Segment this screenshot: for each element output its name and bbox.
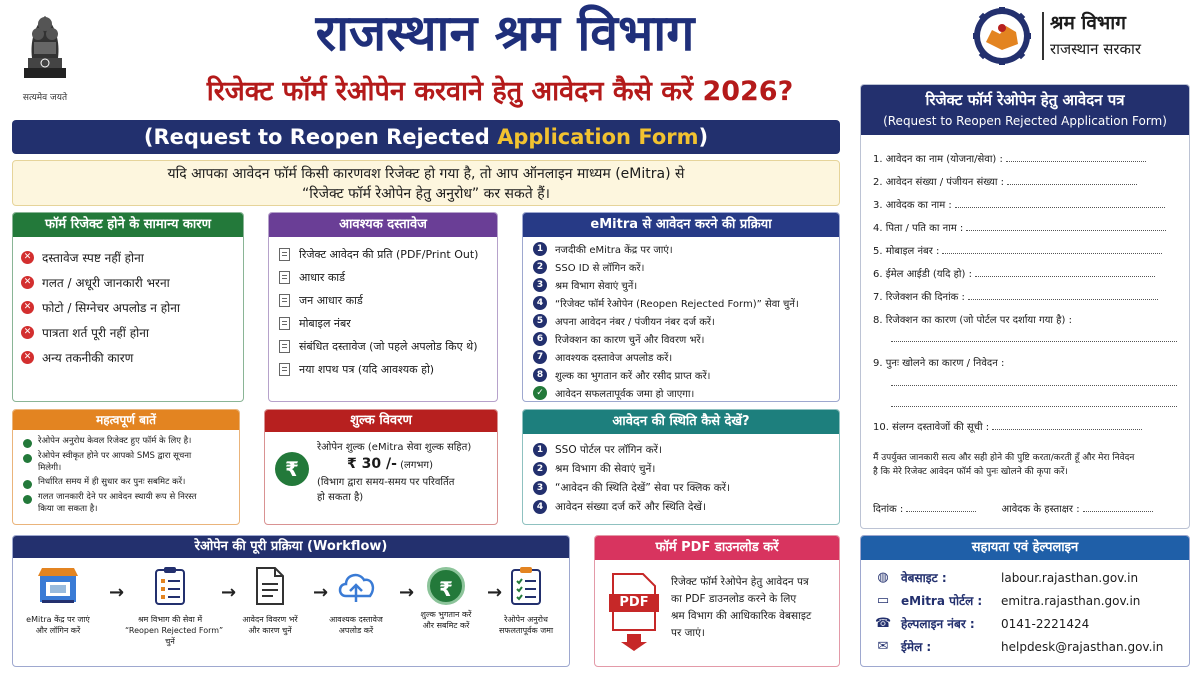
list-item: 3 श्रम विभाग सेवाएं चुनें। xyxy=(533,276,833,294)
pdf-text-line: पर जाएं। xyxy=(671,627,705,639)
list-item: गलत जानकारी देने पर आवेदन स्थायी रूप से निरस्त किया जा सकता है। xyxy=(23,492,237,515)
document-icon xyxy=(279,294,290,307)
pdf-download-icon[interactable] xyxy=(609,572,659,652)
emitra-process-box xyxy=(522,212,840,402)
workflow-step: eMitra केंद्र पर जाएं और लॉगिन करें xyxy=(13,566,103,636)
check-icon: ✓ xyxy=(533,386,547,400)
reasons-title: फॉर्म रिजेक्ट होने के सामान्य कारण xyxy=(13,213,243,237)
list-item: 1 SSO पोर्टल पर लॉगिन करें। xyxy=(533,440,833,459)
list-item: जन आधार कार्ड xyxy=(279,289,491,312)
main-title: राजस्थान श्रम विभाग xyxy=(315,4,695,62)
form-field[interactable]: 1. आवेदन का नाम (योजना/सेवा) : xyxy=(873,153,1181,167)
list-item: 2 SSO ID से लॉगिन करें। xyxy=(533,258,833,276)
form-title: रिजेक्ट फॉर्म रेओपेन हेतु आवेदन पत्र xyxy=(925,91,1125,109)
reasons-box xyxy=(12,212,244,402)
fee-box xyxy=(264,409,498,525)
help-email-row[interactable]: ✉ ईमेल : helpdesk@rajasthan.gov.in xyxy=(875,638,1175,655)
step-number-badge: 4 xyxy=(533,500,547,514)
cross-icon: ✕ xyxy=(21,276,34,289)
english-banner xyxy=(12,120,840,154)
list-item: 2 श्रम विभाग की सेवाएं चुनें। xyxy=(533,459,833,478)
date-label: दिनांक : xyxy=(873,504,904,515)
intro-line-1: यदि आपका आवेदन फॉर्म किसी कारणवश रिजेक्ट हो गया है, तो आप ऑनलाइन माध्यम (eMitra) से xyxy=(167,166,685,182)
step-number-badge: 4 xyxy=(533,296,547,310)
documents-box xyxy=(268,212,498,402)
step-number-badge: 2 xyxy=(533,260,547,274)
emitra-shop-icon xyxy=(36,566,80,606)
english-banner-highlight: Application Form xyxy=(497,125,699,149)
workflow-step: ₹ शुल्क भुगतान करें और सबमिट करें xyxy=(401,566,491,631)
pdf-text-line: रिजेक्ट फॉर्म रेओपेन हेतु आवेदन पत्र xyxy=(671,576,809,588)
checklist-icon xyxy=(152,566,188,606)
fee-approx: (लगभग) xyxy=(400,460,433,471)
phone-icon: ☎ xyxy=(875,615,892,631)
pdf-text-line: का PDF डाउनलोड करने के लिए xyxy=(671,593,797,605)
application-form xyxy=(860,84,1190,529)
intro-line-2: “रिजेक्ट फॉर्म रेओपेन हेतु अनुरोध” कर सकते हैं। xyxy=(302,186,550,202)
help-emitra-link[interactable]: emitra.rajasthan.gov.in xyxy=(1001,593,1141,608)
arrow-right-icon: → xyxy=(313,582,329,603)
arrow-right-icon: → xyxy=(399,582,415,603)
document-icon xyxy=(279,340,290,353)
document-icon xyxy=(279,317,290,330)
step-number-badge: 2 xyxy=(533,462,547,476)
list-item: निर्धारित समय में ही सुधार कर पुनः सबमिट करें। xyxy=(23,477,237,489)
pdf-text-line: श्रम विभाग की आधिकारिक वेबसाइट xyxy=(671,610,812,622)
status-title: आवेदन की स्थिति कैसे देखें? xyxy=(523,410,839,434)
help-emitra-row[interactable]: ▭ eMitra पोर्टल : emitra.rajasthan.gov.in xyxy=(876,592,1141,608)
dept-govt: राजस्थान सरकार xyxy=(1050,40,1142,58)
sub-title: रिजेक्ट फॉर्म रेओपेन करवाने हेतु आवेदन कैसे करें 2026? xyxy=(206,76,794,107)
workflow-step: आवेदन विवरण भरें और कारण चुनें xyxy=(225,566,315,636)
step-number-badge: 1 xyxy=(533,443,547,457)
help-phone-row[interactable]: ☎ हेल्पलाइन नंबर : 0141-2221424 xyxy=(875,615,1090,631)
form-field[interactable]: 6. ईमेल आईडी (यदि हो) : xyxy=(873,268,1181,282)
list-item: आधार कार्ड xyxy=(279,266,491,289)
help-website-link[interactable]: labour.rajasthan.gov.in xyxy=(1001,570,1139,585)
dept-name: श्रम विभाग xyxy=(1050,12,1126,34)
date-field[interactable] xyxy=(906,503,976,512)
step-number-badge: 6 xyxy=(533,332,547,346)
workflow-box xyxy=(12,535,570,667)
form-footer xyxy=(873,503,1181,517)
header-divider xyxy=(1042,12,1044,60)
step-number-badge: 5 xyxy=(533,314,547,328)
form-field[interactable]: 7. रिजेक्शन की दिनांक : xyxy=(873,291,1181,305)
list-item: मोबाइल नंबर xyxy=(279,312,491,335)
status-box xyxy=(522,409,840,525)
pdf-title: फॉर्म PDF डाउनलोड करें xyxy=(595,536,839,560)
intro-box xyxy=(12,160,840,206)
list-item: 7 आवश्यक दस्तावेज अपलोड करें। xyxy=(533,348,833,366)
documents-title: आवश्यक दस्तावेज xyxy=(269,213,497,237)
labour-department-logo-icon xyxy=(972,6,1032,66)
arrow-right-icon: → xyxy=(487,582,503,603)
list-item: संबंधित दस्तावेज (जो पहले अपलोड किए थे) xyxy=(279,335,491,358)
help-title: सहायता एवं हेल्पलाइन xyxy=(861,536,1189,560)
form-declaration: मैं उपर्युक्त जानकारी सत्य और सही होने की पुष्टि करता/करती हूँ और मेरा निवेदन है कि मेरे रिजेक्ट आवेदन फॉर्म को पुनः खोलने की कृपा करें। xyxy=(873,453,1135,477)
cross-icon: ✕ xyxy=(21,351,34,364)
list-item: 5 अपना आवेदन नंबर / पंजीयन नंबर दर्ज करें। xyxy=(533,312,833,330)
cross-icon: ✕ xyxy=(21,301,34,314)
list-item: ✓ आवेदन सफलतापूर्वक जमा हो जाएगा। xyxy=(533,384,833,402)
step-number-badge: 7 xyxy=(533,350,547,364)
list-item: 3 “आवेदन की स्थिति देखें” सेवा पर क्लिक करें। xyxy=(533,478,833,497)
form-field[interactable]: 5. मोबाइल नंबर : xyxy=(873,245,1181,259)
workflow-step: श्रम विभाग की सेवा में “Reopen Rejected Form” चुनें xyxy=(125,566,215,647)
list-item: रेओपेन स्वीकृत होने पर आपको SMS द्वारा सूचना मिलेगी। xyxy=(23,451,237,474)
cross-icon: ✕ xyxy=(21,251,34,264)
form-document-icon xyxy=(253,566,287,606)
list-item: रिजेक्ट आवेदन की प्रति (PDF/Print Out) xyxy=(279,243,491,266)
fee-title: शुल्क विवरण xyxy=(265,410,497,432)
fee-note-1: (विभाग द्वारा समय-समय पर परिवर्तित xyxy=(317,477,455,488)
bullet-check-icon xyxy=(23,480,32,489)
list-item: नया शपथ पत्र (यदि आवश्यक हो) xyxy=(279,358,491,381)
bullet-check-icon xyxy=(23,495,32,504)
document-icon xyxy=(279,248,290,261)
form-field[interactable]: 4. पिता / पति का नाम : xyxy=(873,222,1181,236)
list-item: ✕ फोटो / सिग्नेचर अपलोड न होना xyxy=(21,295,237,320)
fee-note-2: हो सकता है) xyxy=(317,492,364,503)
list-item: 6 रिजेक्शन का कारण चुनें और विवरण भरें। xyxy=(533,330,833,348)
arrow-right-icon: → xyxy=(221,582,237,603)
arrow-right-icon: → xyxy=(109,582,125,603)
completed-checklist-icon xyxy=(508,566,544,606)
step-number-badge: 1 xyxy=(533,242,547,256)
form-field[interactable]: 10. संलग्न दस्तावेजों की सूची : xyxy=(873,421,1181,435)
workflow-step: आवश्यक दस्तावेज अपलोड करें xyxy=(311,566,401,636)
globe-icon: ◍ xyxy=(877,569,889,585)
form-blank-line[interactable] xyxy=(891,341,1177,342)
english-banner-pre: (Request to Reopen Rejected xyxy=(143,125,498,149)
form-field[interactable]: 9. पुनः खोलने का कारण / निवेदन : xyxy=(873,358,1005,369)
signature-label: आवेदक के हस्ताक्षर : xyxy=(1001,504,1080,515)
form-field[interactable]: 8. रिजेक्शन का कारण (जो पोर्टल पर दर्शाया गया है) : xyxy=(873,315,1072,326)
workflow-title: रेओपेन की पूरी प्रक्रिया (Workflow) xyxy=(13,536,569,558)
cross-icon: ✕ xyxy=(21,326,34,339)
important-box xyxy=(12,409,240,525)
list-item: 8 शुल्क का भुगतान करें और रसीद प्राप्त करें। xyxy=(533,366,833,384)
list-item: ✕ अन्य तकनीकी कारण xyxy=(21,345,237,370)
list-item: रेओपेन अनुरोध केवल रिजेक्ट हुए फॉर्म के लिए है। xyxy=(23,436,237,448)
document-icon xyxy=(279,363,290,376)
form-blank-line[interactable] xyxy=(891,385,1177,386)
list-item: 4 “रिजेक्ट फॉर्म रेओपेन (Reopen Rejected Form)” सेवा चुनें। xyxy=(533,294,833,312)
list-item: ✕ पात्रता शर्त पूरी नहीं होना xyxy=(21,320,237,345)
english-banner-post: ) xyxy=(698,125,709,149)
step-number-badge: 3 xyxy=(533,481,547,495)
mail-icon: ✉ xyxy=(877,638,889,654)
form-field[interactable]: 2. आवेदन संख्या / पंजीयन संख्या : xyxy=(873,176,1181,190)
step-number-badge: 3 xyxy=(533,278,547,292)
step-number-badge: 8 xyxy=(533,368,547,382)
help-phone-link[interactable]: 0141-2221424 xyxy=(1001,616,1090,631)
help-email-link[interactable]: helpdesk@rajasthan.gov.in xyxy=(1001,639,1164,654)
rupee-coin-icon: ₹ xyxy=(427,567,465,605)
document-icon xyxy=(279,271,290,284)
help-website-row[interactable]: ◍ वेबसाइट : labour.rajasthan.gov.in xyxy=(875,569,1175,586)
cloud-upload-icon xyxy=(334,566,378,606)
form-blank-line[interactable] xyxy=(891,406,1177,407)
list-item: 1 नजदीकी eMitra केंद्र पर जाएं। xyxy=(533,240,833,258)
form-header xyxy=(861,85,1189,135)
emblem-motto: सत्यमेव जयते xyxy=(22,93,68,103)
bullet-check-icon xyxy=(23,454,32,463)
bullet-check-icon xyxy=(23,439,32,448)
pdf-badge-label: PDF xyxy=(619,595,649,610)
signature-field[interactable] xyxy=(1083,503,1153,512)
list-item: ✕ गलत / अधूरी जानकारी भरना xyxy=(21,270,237,295)
national-emblem xyxy=(12,6,78,106)
important-title: महत्वपूर्ण बातें xyxy=(13,410,239,430)
list-item: 4 आवेदन संख्या दर्ज करें और स्थिति देखें। xyxy=(533,497,833,516)
fee-amount: ₹ 30 /- xyxy=(347,456,397,472)
help-box xyxy=(860,535,1190,667)
form-field[interactable]: 3. आवेदक का नाम : xyxy=(873,199,1181,213)
emitra-process-title: eMitra से आवेदन करने की प्रक्रिया xyxy=(523,213,839,237)
form-subtitle: (Request to Reopen Rejected Application Form) xyxy=(883,114,1167,128)
pdf-download-box[interactable] xyxy=(594,535,840,667)
computer-icon: ▭ xyxy=(876,592,890,608)
list-item: ✕ दस्तावेज स्पष्ट नहीं होना xyxy=(21,245,237,270)
workflow-step: रेओपेन अनुरोध सफलतापूर्वक जमा xyxy=(481,566,571,636)
ashoka-emblem-icon xyxy=(20,6,70,84)
rupee-icon: ₹ xyxy=(275,452,309,486)
fee-label: रेओपेन शुल्क (eMitra सेवा शुल्क सहित) xyxy=(317,442,472,453)
